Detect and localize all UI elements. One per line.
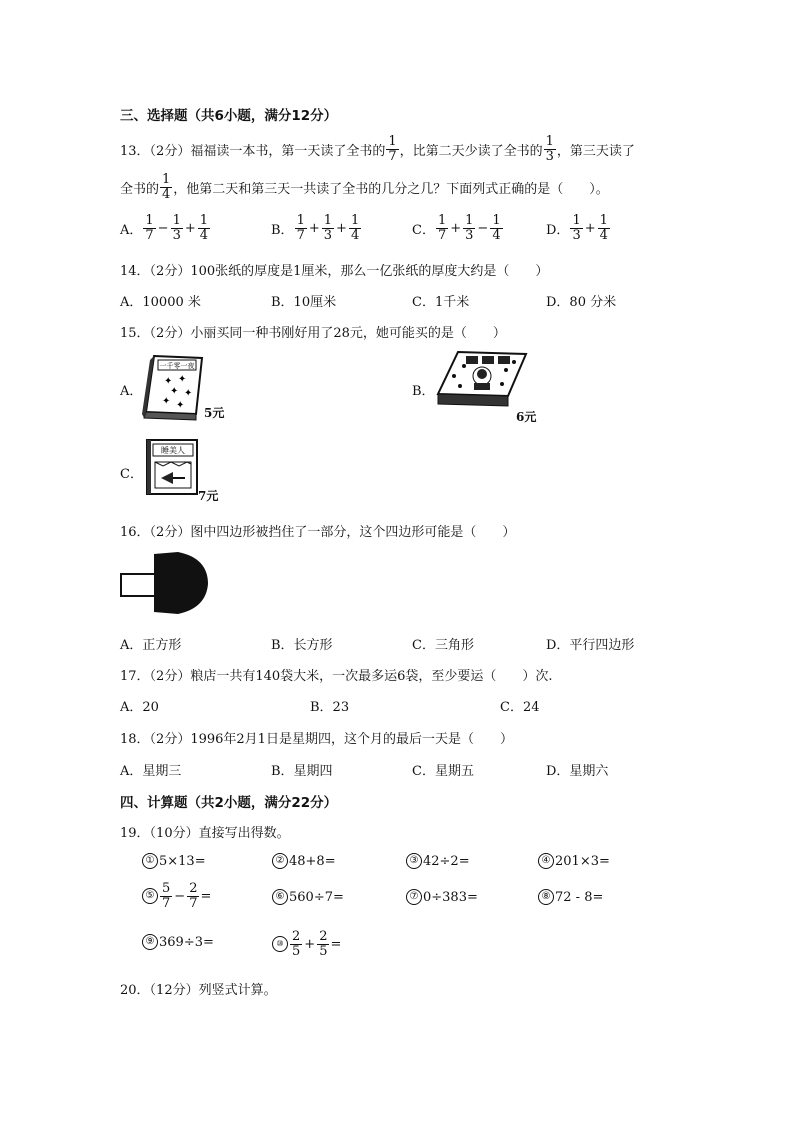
circled-number: ④ xyxy=(538,853,554,869)
calc-item-10 xyxy=(272,930,341,958)
option-fraction: $\frac{1}{3}$ xyxy=(323,213,333,243)
q13-text-5: ，他第二天和第三天一共读了全书的几分之几？下面列式正确的是（ ）。 xyxy=(173,181,609,197)
fraction: $\frac{2}{5}$ xyxy=(292,929,301,959)
q14-option-d[interactable]: D．80 分米 xyxy=(546,295,617,310)
operator: − xyxy=(174,888,186,904)
circled-number: ⑨ xyxy=(142,934,158,950)
q14-stem: 14．（2分）100张纸的厚度是1厘米，那么一亿张纸的厚度大约是（ ） xyxy=(120,264,549,279)
calc-item-6 xyxy=(272,889,344,905)
book-b-image xyxy=(436,350,528,412)
fraction: $\frac{2}{7}$ xyxy=(189,881,198,911)
operator: − xyxy=(157,220,169,236)
book-a-image xyxy=(140,352,208,422)
q15-option-c-label[interactable]: C． xyxy=(120,467,143,482)
fraction: $\frac{5}{7}$ xyxy=(162,881,171,911)
svg-text:✦: ✦ xyxy=(178,374,187,385)
q18-option-a[interactable]: A．星期三 xyxy=(120,764,182,779)
q16-option-d[interactable]: D．平行四边形 xyxy=(546,638,635,653)
fraction: $\frac{2}{5}$ xyxy=(319,929,328,959)
q18-option-d[interactable]: D．星期六 xyxy=(546,764,609,779)
q17-option-a[interactable]: A．20 xyxy=(120,700,159,715)
q15-stem: 15．（2分）小丽买同一种书刚好用了28元，她可能买的是（ ） xyxy=(120,326,506,341)
q17-stem: 17．（2分）粮店一共有140袋大米，一次最多运6袋，至少要运（ ）次. xyxy=(120,669,553,684)
equals: = xyxy=(330,936,342,952)
calc-item-1 xyxy=(142,853,206,869)
circled-number: ② xyxy=(272,853,288,869)
option-fraction: $\frac{1}{7}$ xyxy=(437,213,447,243)
operator: + xyxy=(450,220,462,236)
calc-item-7 xyxy=(406,889,478,905)
section-4-heading: 四、计算题（共2小题，满分22分） xyxy=(120,795,338,811)
option-label: B． xyxy=(271,222,294,238)
q16-figure xyxy=(118,550,218,616)
q16-option-a[interactable]: A．正方形 xyxy=(120,638,182,653)
book-b-price: 6元 xyxy=(516,410,537,424)
q14-option-b[interactable]: B．10厘米 xyxy=(271,295,337,310)
q14-option-c[interactable]: C．1千米 xyxy=(412,295,470,310)
option-fraction: $\frac{1}{7}$ xyxy=(145,213,154,243)
calc-item-4 xyxy=(538,853,610,869)
expression: 42÷2= xyxy=(423,853,470,869)
operator: + xyxy=(336,220,347,236)
q13-text-4: 全书的 xyxy=(120,181,160,197)
svg-text:✦: ✦ xyxy=(176,400,185,411)
operator: + xyxy=(184,220,196,236)
q13-text-2: ，比第二天少读了全书的 xyxy=(399,143,543,159)
q13-number: 13．（2分） xyxy=(120,143,191,159)
option-fraction: $\frac{1}{3}$ xyxy=(465,213,474,243)
circled-number: ⑥ xyxy=(272,889,288,905)
q13-fraction-2: $\frac{1}{3}$ xyxy=(545,134,554,164)
q18-option-c[interactable]: C．星期五 xyxy=(412,764,474,779)
book-c-price: 7元 xyxy=(198,489,219,503)
svg-text:✦: ✦ xyxy=(184,388,193,399)
option-fraction: $\frac{1}{3}$ xyxy=(172,213,181,243)
q19-stem: 19．（10分）直接写出得数。 xyxy=(120,826,290,841)
q14-option-a[interactable]: A．10000 米 xyxy=(120,295,201,310)
expression: 5×13= xyxy=(159,853,206,869)
q16-option-c[interactable]: C．三角形 xyxy=(412,638,474,653)
circled-number: ⑩ xyxy=(272,936,288,952)
option-fraction: $\frac{1}{4}$ xyxy=(599,213,608,243)
q17-option-b[interactable]: B．23 xyxy=(310,700,350,715)
equals: = xyxy=(200,888,212,904)
book-c-title: 睡美人 xyxy=(161,446,185,455)
q20-stem: 20．（12分）列竖式计算。 xyxy=(120,983,277,998)
q15-option-b-label[interactable]: B． xyxy=(412,384,435,399)
book-a-title: 一千零一夜 xyxy=(159,362,195,370)
svg-text:✦: ✦ xyxy=(164,376,173,387)
book-c-image xyxy=(143,438,201,498)
circled-number: ① xyxy=(142,853,158,869)
circled-number: ③ xyxy=(406,853,422,869)
q16-stem: 16．（2分）图中四边形被挡住了一部分，这个四边形可能是（ ） xyxy=(120,525,516,540)
q17-option-c[interactable]: C．24 xyxy=(500,700,540,715)
q13-option-c[interactable] xyxy=(412,214,504,242)
option-fraction: $\frac{1}{4}$ xyxy=(350,213,360,243)
book-a-price: 5元 xyxy=(204,406,225,420)
q13-text-3: ，第三天读了 xyxy=(556,143,635,159)
q18-stem: 18．（2分）1996年2月1日是星期四，这个月的最后一天是（ ） xyxy=(120,732,513,747)
expression: 560÷7= xyxy=(289,889,344,905)
expression: 72 - 8= xyxy=(555,889,604,905)
operator: + xyxy=(308,220,320,236)
q13-line1 xyxy=(120,135,635,163)
q15-option-a-label[interactable]: A． xyxy=(120,384,143,399)
option-fraction: $\frac{1}{4}$ xyxy=(199,213,209,243)
calc-item-5 xyxy=(142,882,211,910)
option-fraction: $\frac{1}{7}$ xyxy=(296,213,305,243)
q13-option-a[interactable] xyxy=(120,214,211,242)
circled-number: ⑦ xyxy=(406,889,422,905)
expression: 201×3= xyxy=(555,853,610,869)
option-label: A． xyxy=(120,222,143,238)
q18-option-b[interactable]: B．星期四 xyxy=(271,764,333,779)
option-fraction: $\frac{1}{4}$ xyxy=(492,213,501,243)
expression: 369÷3= xyxy=(159,934,214,950)
section-3-heading: 三、选择题（共6小题，满分12分） xyxy=(120,108,338,124)
expression: 0÷383= xyxy=(423,889,478,905)
calc-item-8 xyxy=(538,889,603,905)
q16-option-b[interactable]: B．长方形 xyxy=(271,638,333,653)
option-fraction: $\frac{1}{3}$ xyxy=(572,213,581,243)
operator: + xyxy=(304,936,316,952)
q13-fraction-3: $\frac{1}{4}$ xyxy=(162,172,171,202)
svg-text:✦: ✦ xyxy=(162,396,171,407)
calc-item-9 xyxy=(142,934,214,950)
q13-option-d[interactable] xyxy=(546,214,611,242)
calc-item-2 xyxy=(272,853,336,869)
expression: 48+8= xyxy=(289,853,336,869)
operator: + xyxy=(584,220,596,236)
option-label: C． xyxy=(412,222,435,238)
option-label: D． xyxy=(546,222,570,238)
calc-item-3 xyxy=(406,853,470,869)
q13-fraction-1: $\frac{1}{7}$ xyxy=(388,134,397,164)
svg-text:✦: ✦ xyxy=(170,386,179,397)
q13-text-1: 福福读一本书，第一天读了全书的 xyxy=(190,143,386,159)
operator: − xyxy=(477,220,489,236)
q13-option-b[interactable] xyxy=(271,214,362,242)
circled-number: ⑧ xyxy=(538,889,554,905)
q13-line2 xyxy=(120,173,609,201)
circled-number: ⑤ xyxy=(142,888,158,904)
